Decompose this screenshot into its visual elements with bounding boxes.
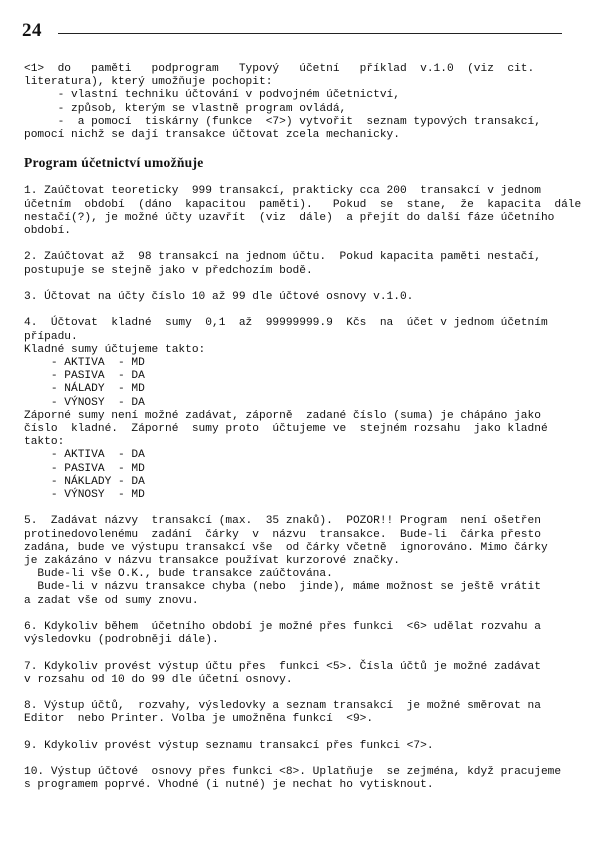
list-item-8	[24, 700, 564, 726]
text-line: 1. Zaúčtovat teoreticky 999 transakcí, prakticky cca 200 transakcí v jednom	[24, 185, 541, 198]
text-line: 7. Kdykoliv provést výstup účtu přes funkci <5>. Čísla účtů je možné zadávat	[24, 660, 541, 673]
text-line: - vlastní techniku účtování v podvojném účetnictví,	[24, 89, 400, 102]
text-line: 2. Zaúčtovat až 98 transakcí na jednom účtu. Pokud kapacita paměti nestačí,	[24, 251, 541, 264]
positive-sum-rule: - VÝNOSY - DA	[24, 396, 145, 409]
negative-sum-rule: - NÁKLADY - DA	[24, 475, 145, 488]
positive-sum-rule: - PASIVA - DA	[24, 370, 145, 383]
page-content	[24, 63, 582, 793]
text-line: období.	[24, 225, 71, 238]
text-line: <1> do paměti podprogram Typový účetní příklad v.1.0 (viz cit.	[24, 63, 535, 75]
text-line: 10. Výstup účtové osnovy přes funkci <8>. Uplatňuje se zejména, když pracujeme	[24, 766, 562, 779]
list-item-3	[24, 291, 564, 304]
text-line: účetním období (dáno kapacitou paměti). Pokud se stane, že kapacita dále	[24, 198, 582, 211]
text-line: s programem poprvé. Vhodné (i nutné) je nechat ho vytisknout.	[24, 779, 434, 792]
text-line: a zadat vše od sumy znovu.	[24, 594, 199, 607]
list-item-10	[24, 766, 564, 792]
list-item-9	[24, 740, 564, 753]
text-line: v rozsahu od 10 do 99 dle účetní osnovy.	[24, 673, 293, 686]
text-line: Bude-li vše O.K., bude transakce zaúčtována.	[24, 568, 333, 581]
text-line: Editor nebo Printer. Volba je umožněna funkcí <9>.	[24, 713, 374, 726]
text-line: 6. Kdykoliv během účetního období je možné přes funkci <6> udělat rozvahu a	[24, 621, 541, 634]
list-item-6	[24, 621, 564, 647]
text-line: 4. Účtovat kladné sumy 0,1 až 99999999.9 Kčs na účet v jednom účetním	[24, 317, 548, 330]
text-line: je zakázáno v názvu transakce používat kurzorové značky.	[24, 555, 400, 568]
text-line: případu.	[24, 330, 78, 343]
list-item-1	[24, 185, 582, 238]
text-line: literatura), který umožňuje pochopit:	[24, 76, 273, 89]
text-line: číslo kladné. Záporné sumy proto účtujeme ve stejném rozsahu jako kladné	[24, 423, 548, 436]
text-line: 8. Výstup účtů, rozvahy, výsledovky a seznam transakcí je možné směrovat na	[24, 700, 541, 713]
text-line: zadána, bude ve výstupu transakcí vše od čárky včetně ignorováno. Mimo čárky	[24, 541, 548, 554]
text-line: pomocí nichž se dají transakce účtovat zcela mechanicky.	[24, 129, 400, 142]
text-line: - způsob, kterým se vlastně program ovládá,	[24, 102, 347, 115]
text-line: - a pomocí tiskárny (funkce <7>) vytvořit seznam typových transakcí,	[24, 115, 541, 128]
page-number: 24	[22, 20, 42, 41]
text-line: Bude-li v názvu transakce chyba (nebo jinde), máme možnost se ještě vrátit	[24, 581, 541, 594]
list-item-2	[24, 251, 564, 277]
text-line: nestačí(?), je možné účty uzavřít (viz dále) a přejít do další fáze účetního	[24, 211, 555, 224]
section-heading: Program účetnictví umožňuje	[24, 155, 204, 171]
text-line: Záporné sumy není možné zadávat, záporně zadané číslo (suma) je chápáno jako	[24, 409, 541, 422]
positive-sum-rule: - AKTIVA - MD	[24, 357, 145, 369]
negative-sum-rule: - VÝNOSY - MD	[24, 489, 145, 502]
text-line: 5. Zadávat názvy transakcí (max. 35 znaků). POZOR!! Program není ošetřen	[24, 515, 541, 528]
negative-sum-rule: - AKTIVA - DA	[24, 449, 145, 462]
intro-paragraph	[24, 63, 564, 142]
text-line: 3. Účtovat na účty číslo 10 až 99 dle účtové osnovy v.1.0.	[24, 291, 414, 303]
text-line: Kladné sumy účtujeme takto:	[24, 343, 206, 356]
text-line: 9. Kdykoliv provést výstup seznamu transakcí přes funkci <7>.	[24, 739, 434, 752]
list-item-7	[24, 661, 564, 687]
header-rule	[58, 33, 562, 34]
text-line: postupuje se stejně jako v předchozím bodě.	[24, 264, 313, 277]
positive-sum-rule: - NÁLADY - MD	[24, 383, 145, 396]
text-line: výsledovku (podrobněji dále).	[24, 634, 219, 647]
negative-sum-rule: - PASIVA - MD	[24, 462, 145, 475]
list-item-4	[24, 317, 564, 502]
text-line: takto:	[24, 436, 65, 449]
text-line: protinedovolenému zadání čárky v názvu transakce. Bude-li čárka přesto	[24, 528, 541, 541]
list-item-5	[24, 515, 564, 607]
